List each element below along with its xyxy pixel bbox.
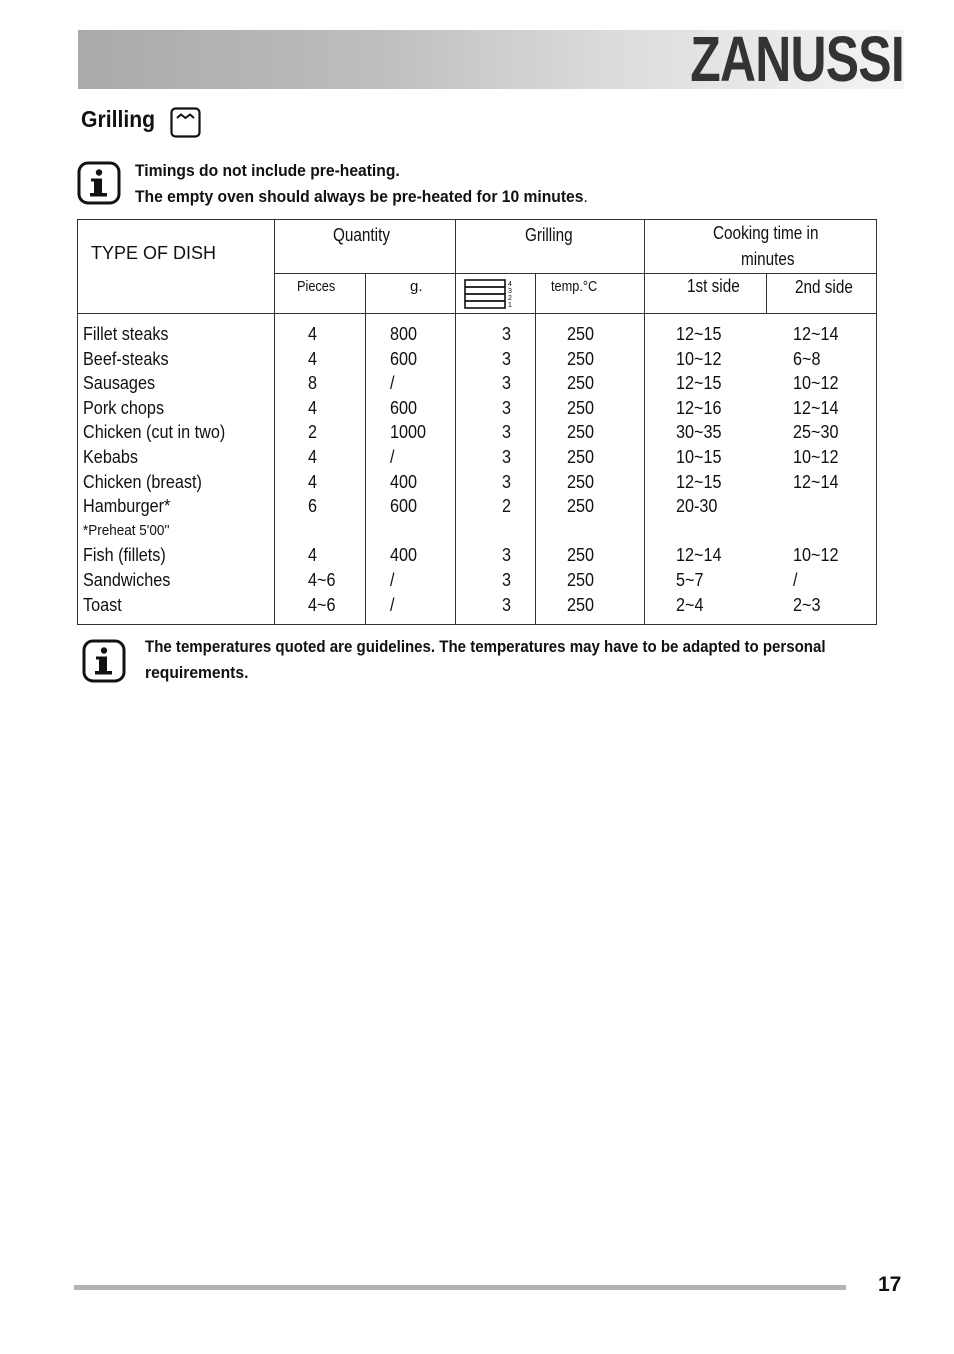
table-cell-first: 12~15 xyxy=(676,373,722,394)
table-cell-temp: 250 xyxy=(567,447,595,467)
table-cell-dish: Pork chops xyxy=(83,397,165,418)
table-cell-dish: *Preheat 5'00'' xyxy=(83,521,170,539)
table-cell-second: 12~14 xyxy=(793,397,839,418)
footer-bar xyxy=(74,1285,846,1290)
table-cell-dish: Chicken (breast) xyxy=(83,471,202,492)
table-cell-first: 12~15 xyxy=(676,324,722,344)
table-cell-temp: 250 xyxy=(567,373,595,394)
shelf-level-label: 3 xyxy=(508,288,512,295)
page-number: 17 xyxy=(878,1273,902,1296)
table-cell-shelf: 3 xyxy=(502,324,512,344)
header-grilling xyxy=(525,225,581,246)
table-cell-temp: 250 xyxy=(567,545,595,566)
table-cell-shelf: 3 xyxy=(502,447,512,467)
table-cell-dish: Kebabs xyxy=(83,447,138,467)
table-cell-shelf: 3 xyxy=(502,570,512,590)
table-cell-pieces: 6 xyxy=(308,496,318,517)
table-cell-shelf: 3 xyxy=(502,594,512,615)
table-cell-dish: Fish (fillets) xyxy=(83,545,166,566)
table-cell-second: 25~30 xyxy=(793,422,839,443)
header-bottom-line xyxy=(77,313,877,314)
table-cell-dish: Hamburger* xyxy=(83,496,171,517)
table-cell-pieces: 4~6 xyxy=(308,594,336,615)
table-cell-second: 10~12 xyxy=(793,373,839,394)
table-cell-dish: Beef-steaks xyxy=(83,348,169,369)
table-cell-temp: 250 xyxy=(567,348,595,369)
table-cell-grams: 400 xyxy=(390,545,418,566)
header-type-of-dish: TYPE OF DISH xyxy=(91,243,217,263)
header-pieces xyxy=(297,278,342,295)
header-cooking-time-line2 xyxy=(741,249,804,270)
table-cell-grams: 600 xyxy=(390,348,418,369)
table-cell-dish: Toast xyxy=(83,594,122,615)
shelf-level-label: 2 xyxy=(508,295,512,302)
table-cell-first: 20-30 xyxy=(676,496,718,517)
table-border-right xyxy=(876,219,877,625)
table-cell-first: 10~12 xyxy=(676,348,722,369)
table-cell-grams: / xyxy=(390,594,395,615)
table-cell-pieces: 4 xyxy=(308,324,318,344)
header-quantity xyxy=(333,225,400,246)
table-cell-shelf: 3 xyxy=(502,545,512,566)
table-cell-pieces: 4~6 xyxy=(308,570,336,590)
table-cell-grams: 400 xyxy=(390,471,418,492)
table-cell-temp: 250 xyxy=(567,324,595,344)
table-cell-temp: 250 xyxy=(567,397,595,418)
info-icon xyxy=(77,161,121,205)
table-cell-dish: Fillet steaks xyxy=(83,324,169,344)
table-cell-first: 12~15 xyxy=(676,471,722,492)
table-cell-dish: Chicken (cut in two) xyxy=(83,422,226,443)
col-divider xyxy=(535,273,536,625)
header-cooking-time-line1 xyxy=(713,223,837,244)
temperature-guideline-note xyxy=(145,634,945,686)
note-line xyxy=(135,184,588,210)
table-cell-second: 12~14 xyxy=(793,324,839,344)
col-divider xyxy=(644,219,645,625)
table-cell-shelf: 3 xyxy=(502,397,512,418)
note-line: The temperatures quoted are guidelines. The temperatures may have to be adapted to personal xyxy=(145,637,826,656)
table-cell-grams: 800 xyxy=(390,324,418,344)
table-cell-pieces: 4 xyxy=(308,397,318,418)
table-cell-grams: / xyxy=(390,447,395,467)
section-title: Grilling xyxy=(81,106,156,132)
table-cell-first: 30~35 xyxy=(676,422,722,443)
header-grilling-text: Grilling xyxy=(525,225,573,245)
brand-logo: ZANUSSI xyxy=(690,23,904,95)
table-cell-pieces: 4 xyxy=(308,447,318,467)
table-cell-pieces: 4 xyxy=(308,545,318,566)
table-cell-first: 10~15 xyxy=(676,447,722,467)
table-cell-shelf: 2 xyxy=(502,496,512,517)
table-cell-grams: / xyxy=(390,570,395,590)
table-cell-shelf: 3 xyxy=(502,373,512,394)
header-cooking-time-text: Cooking time in xyxy=(713,223,819,243)
table-cell-second: 2~3 xyxy=(793,594,821,615)
shelf-level-label: 1 xyxy=(508,302,512,309)
shelf-level-label: 4 xyxy=(508,281,512,288)
table-cell-dish: Sandwiches xyxy=(83,570,171,590)
col-divider xyxy=(365,273,366,625)
header-pieces-text: Pieces xyxy=(297,278,336,295)
table-cell-pieces: 8 xyxy=(308,373,318,394)
table-cell-pieces: 4 xyxy=(308,471,318,492)
header-cooking-time-text: minutes xyxy=(741,249,795,269)
header-grams: g. xyxy=(410,278,423,295)
table-cell-second: 6~8 xyxy=(793,348,821,369)
table-cell-temp: 250 xyxy=(567,594,595,615)
table-cell-second: 12~14 xyxy=(793,471,839,492)
table-cell-pieces: 4 xyxy=(308,348,318,369)
pre-heating-note xyxy=(135,158,627,210)
table-cell-temp: 250 xyxy=(567,496,595,517)
note-text: The empty oven should always be pre-heated for 10 minutes xyxy=(135,187,584,206)
table-cell-first: 12~16 xyxy=(676,397,722,418)
table-cell-shelf: 3 xyxy=(502,422,512,443)
col-divider xyxy=(766,273,767,314)
grilling-table xyxy=(77,219,877,625)
table-cell-temp: 250 xyxy=(567,570,595,590)
grill-mode-icon xyxy=(170,107,201,138)
table-border-left xyxy=(77,219,78,625)
table-cell-first: 2~4 xyxy=(676,594,704,615)
table-cell-second: / xyxy=(793,570,798,590)
col-divider xyxy=(274,219,275,625)
header-first-side-text: 1st side xyxy=(687,276,740,296)
info-icon xyxy=(82,639,126,683)
table-cell-grams: 1000 xyxy=(390,422,427,443)
table-cell-temp: 250 xyxy=(567,471,595,492)
table-border-bottom xyxy=(77,624,877,625)
note-line: requirements. xyxy=(145,663,249,682)
col-divider xyxy=(455,219,456,625)
header-temp-text: temp.°C xyxy=(551,278,598,295)
table-cell-grams: 600 xyxy=(390,397,418,418)
table-cell-temp: 250 xyxy=(567,422,595,443)
table-cell-first: 5~7 xyxy=(676,570,704,590)
header-second-side xyxy=(795,277,863,298)
table-cell-grams: / xyxy=(390,373,395,394)
header-second-side-text: 2nd side xyxy=(795,277,853,297)
shelf-levels-icon xyxy=(464,279,516,309)
table-cell-second: 10~12 xyxy=(793,447,839,467)
table-cell-dish: Sausages xyxy=(83,373,156,394)
table-cell-first: 12~14 xyxy=(676,545,722,566)
header-first-side xyxy=(687,276,749,297)
header-temp xyxy=(551,278,605,295)
header-quantity-text: Quantity xyxy=(333,225,390,245)
table-border-top xyxy=(77,219,877,220)
note-period: . xyxy=(583,187,588,206)
note-line: Timings do not include pre-heating. xyxy=(135,161,400,180)
table-cell-shelf: 3 xyxy=(502,471,512,492)
table-cell-grams: 600 xyxy=(390,496,418,517)
table-cell-second: 10~12 xyxy=(793,545,839,566)
table-cell-pieces: 2 xyxy=(308,422,318,443)
table-cell-shelf: 3 xyxy=(502,348,512,369)
